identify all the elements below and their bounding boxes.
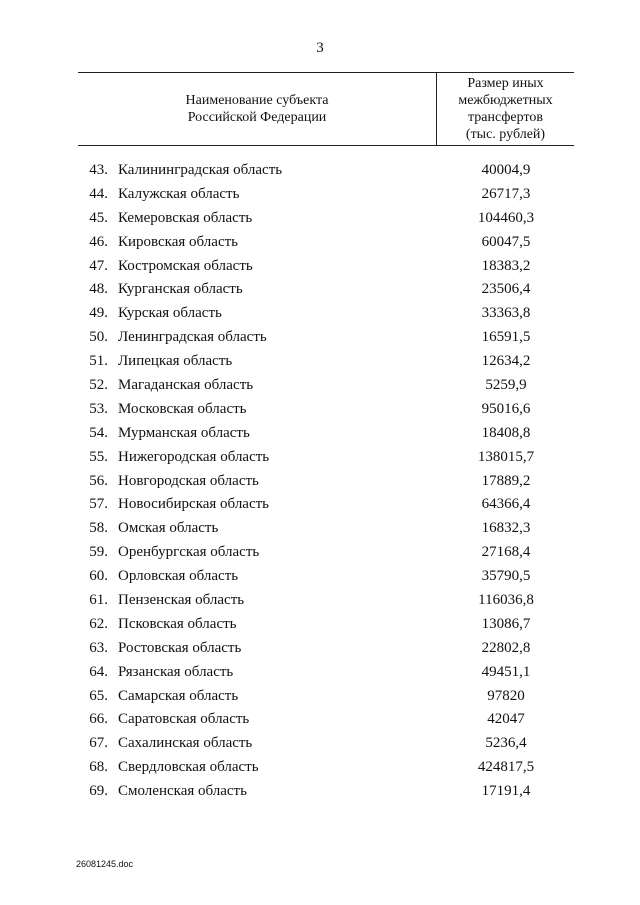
table-row [0, 637, 640, 661]
column-header-subject-line-2: Российской Федерации [187, 110, 327, 125]
table-row [0, 374, 640, 398]
transfer-amount: 40004,9 [481, 162, 531, 178]
subject-name: Саратовская область [118, 711, 250, 728]
row-number: 66. [89, 711, 108, 728]
table-row [0, 350, 640, 374]
transfer-amount: 22802,8 [481, 639, 531, 656]
table-row [0, 231, 640, 255]
row-number: 68. [89, 759, 108, 776]
subject-name: Пензенская область [118, 592, 245, 609]
transfer-amount: 16832,3 [481, 520, 531, 537]
subject-name: Оренбургская область [118, 544, 260, 561]
transfer-amount: 5236,4 [485, 735, 527, 752]
transfer-amount: 116036,8 [478, 592, 534, 609]
row-number: 47. [89, 257, 108, 274]
table-row [0, 708, 640, 732]
row-number: 51. [89, 353, 108, 370]
transfer-amount: 18408,8 [481, 424, 531, 441]
subject-name: Свердловская область [118, 759, 259, 776]
subject-name: Костромская область [118, 257, 253, 274]
row-number: 65. [89, 687, 108, 704]
transfer-amount: 18383,2 [481, 257, 531, 274]
row-number: 60. [89, 568, 108, 585]
row-number: 54. [89, 424, 108, 441]
transfer-amount: 27168,4 [481, 544, 531, 561]
table-row [0, 756, 640, 780]
column-header-amount-line-4: (тыс. рублей) [465, 127, 546, 142]
transfer-amount: 26717,3 [481, 185, 531, 202]
row-number: 64. [89, 663, 108, 680]
subject-name: Кировская область [118, 233, 239, 250]
transfer-amount: 5259,9 [485, 377, 527, 394]
subject-name: Ростовская область [118, 639, 242, 656]
transfer-amount: 23506,4 [481, 281, 531, 298]
document-id: 26081245.doc [76, 859, 134, 869]
table-row [0, 613, 640, 637]
subject-name: Московская область [118, 400, 247, 417]
table-header [78, 72, 574, 146]
row-number: 57. [89, 496, 108, 513]
subject-name: Магаданская область [118, 377, 254, 394]
column-header-amount-line-2: межбюджетных [458, 93, 553, 108]
table-row [0, 326, 640, 350]
column-header-amount-line-1: Размер иных [467, 76, 544, 91]
subject-name: Орловская область [118, 568, 239, 585]
subject-name: Курганская область [118, 281, 243, 298]
table-row [0, 446, 640, 470]
transfer-amount: 64366,4 [481, 496, 531, 513]
column-header-subject [78, 73, 436, 145]
row-number: 45. [89, 209, 108, 226]
table-row [0, 255, 640, 279]
table-row [0, 589, 640, 613]
row-number: 44. [89, 185, 108, 202]
page-number: 3 [316, 40, 324, 56]
subject-name: Курская область [118, 305, 222, 322]
transfer-amount: 33363,8 [481, 305, 531, 322]
transfer-amount: 17191,4 [481, 783, 531, 800]
row-number: 48. [89, 281, 108, 298]
column-header-subject-line-1: Наименование субъекта [185, 93, 329, 108]
subject-name: Омская область [118, 520, 219, 537]
subject-name: Мурманская область [118, 424, 250, 441]
subject-name: Калининградская область [118, 162, 283, 178]
row-number: 62. [89, 615, 108, 632]
row-number: 55. [89, 448, 108, 465]
row-number: 46. [89, 233, 108, 250]
table-row [0, 541, 640, 565]
transfer-amount: 16591,5 [481, 329, 531, 346]
table-row [0, 780, 640, 804]
subject-name: Кемеровская область [118, 209, 253, 226]
table-row [0, 732, 640, 756]
subject-name: Сахалинская область [118, 735, 253, 752]
row-number: 59. [89, 544, 108, 561]
table-row [0, 565, 640, 589]
row-number: 61. [89, 592, 108, 609]
table-row [0, 302, 640, 326]
table-row [0, 661, 640, 685]
row-number: 53. [89, 400, 108, 417]
column-header-amount-line-3: трансфертов [467, 110, 544, 125]
transfer-amount: 424817,5 [477, 759, 535, 776]
row-number: 52. [89, 377, 108, 394]
row-number: 67. [89, 735, 108, 752]
column-header-amount [437, 73, 574, 145]
table-row [0, 422, 640, 446]
row-number: 50. [89, 329, 108, 346]
table-row [0, 183, 640, 207]
row-number: 43. [89, 162, 108, 178]
table-row [0, 493, 640, 517]
transfer-amount: 60047,5 [481, 233, 531, 250]
table-row [0, 517, 640, 541]
transfer-amount: 12634,2 [481, 353, 531, 370]
table-row [0, 207, 640, 231]
row-number: 58. [89, 520, 108, 537]
table-body [0, 159, 640, 804]
subject-name: Новгородская область [118, 472, 259, 489]
subject-name: Псковская область [118, 615, 237, 632]
table-row [0, 159, 640, 183]
subject-name: Новосибирская область [118, 496, 270, 513]
transfer-amount: 104460,3 [477, 209, 535, 226]
transfer-amount: 35790,5 [481, 568, 531, 585]
table-row [0, 470, 640, 494]
subject-name: Ленинградская область [118, 329, 267, 346]
row-number: 49. [89, 305, 108, 322]
subject-name: Калужская область [118, 185, 240, 202]
subject-name: Нижегородская область [118, 448, 270, 465]
subject-name: Рязанская область [118, 663, 234, 680]
subject-name: Смоленская область [118, 783, 247, 800]
transfer-amount: 138015,7 [477, 448, 535, 465]
transfer-amount: 13086,7 [481, 615, 531, 632]
transfer-amount: 49451,1 [481, 663, 531, 680]
subject-name: Липецкая область [118, 353, 233, 370]
subject-name: Самарская область [118, 687, 239, 704]
table-row [0, 685, 640, 709]
row-number: 63. [89, 639, 108, 656]
table-row [0, 398, 640, 422]
row-number: 69. [89, 783, 108, 800]
table-row [0, 278, 640, 302]
transfer-amount: 95016,6 [481, 400, 531, 417]
transfer-amount: 17889,2 [481, 472, 531, 489]
row-number: 56. [89, 472, 108, 489]
transfer-amount: 42047 [487, 711, 525, 728]
transfer-amount: 97820 [487, 687, 525, 704]
